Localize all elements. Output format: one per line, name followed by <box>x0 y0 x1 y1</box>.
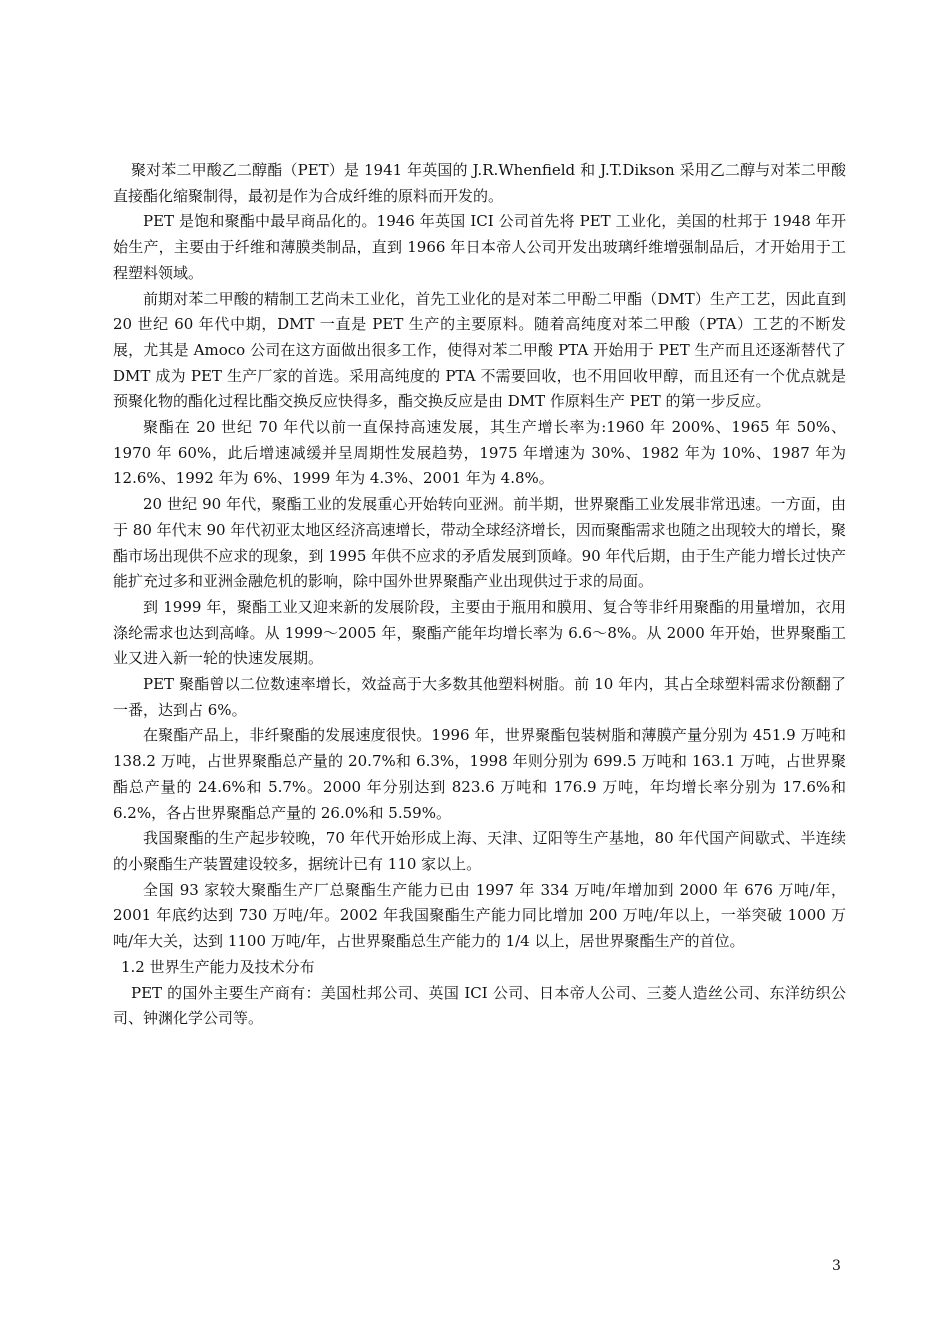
page-number: 3 <box>832 1258 841 1274</box>
paragraph-growth-rates: 聚酯在 20 世纪 70 年代以前一直保持高速发展，其生产增长率为:1960 年 200%、1965 年 50%、1970 年 60%，此后增速减缓并呈周期性发展趋势，1975 年增速为 30%、1982 年为 10%、1987 年为 12.6%、1992 年为 6%、1999 年为 4.3%、2001 年为 4.8%。 <box>113 418 846 488</box>
paragraph-pet-commercialization: PET 是饱和聚酯中最早商品化的。1946 年英国 ICI 公司首先将 PET 工业化，美国的杜邦于 1948 年开始生产，主要由于纤维和薄膜类制品，直到 1966 年日本帝人公司开发出玻璃纤维增强制品后，才开始用于工程塑料领域。 <box>113 212 846 282</box>
body-text <box>113 158 846 1032</box>
paragraph-china-capacity: 全国 93 家较大聚酯生产厂总聚酯生产能力已由 1997 年 334 万吨/年增加到 2000 年 676 万吨/年，2001 年底约达到 730 万吨/年。2002 年我国聚酯生产能力同比增加 200 万吨/年以上，一举突破 1000 万吨/年大关，达到 1100 万吨/年，占世界聚酯总生产能力的 1/4 以上，居世界聚酯生产的首位。 <box>113 880 846 951</box>
paragraph-1990s-asia: 20 世纪 90 年代，聚酯工业的发展重心开始转向亚洲。前半期，世界聚酯工业发展非常迅速。一方面，由于 80 年代末 90 年代初亚太地区经济高速增长，带动全球经济增长，因而聚酯需求也随之出现较大的增长，聚酯市场出现供不应求的现象，到 1995 年供不应求的矛盾发展到顶峰。90 年代后期，由于生产能力增长过快产能扩充过多和亚洲金融危机的影响，除中国外世界聚酯产业出现供过于求的局面。 <box>113 495 846 591</box>
paragraph-pet-growth: PET 聚酯曾以二位数速率增长，效益高于大多数其他塑料树脂。前 10 年内，其占全球塑料需求份额翻了一番，达到占 6%。 <box>113 675 846 719</box>
paragraph-1999-new-stage: 到 1999 年，聚酯工业又迎来新的发展阶段，主要由于瓶用和膜用、复合等非纤用聚酯的用量增加，衣用涤纶需求也达到高峰。从 1999～2005 年，聚酯产能年均增长率为 6.6～8%。从 2000 年开始，世界聚酯工业又进入新一轮的快速发展期。 <box>113 597 846 668</box>
paragraph-producers: PET 的国外主要生产商有：美国杜邦公司、英国 ICI 公司、日本帝人公司、三菱人造丝公司、东洋纺织公司、钟渊化学公司等。 <box>113 983 846 1028</box>
paragraph-non-fiber-polyester: 在聚酯产品上，非纤聚酯的发展速度很快。1996 年，世界聚酯包装树脂和薄膜产量分别为 451.9 万吨和 138.2 万吨，占世界聚酯总产量的 20.7%和 6.3%，1998 年则分别为 699.5 万吨和 163.1 万吨，占世界聚酯总产量的 24.6%和 5.7%。2000 年分别达到 823.6 万吨和 176.9 万吨，年均增长率分别为 17.6%和 6.2%，各占世界聚酯总产量的 26.0%和 5.59%。 <box>113 726 846 822</box>
section-heading: 1.2 世界生产能力及技术分布 <box>121 957 315 976</box>
paragraph-china-start: 我国聚酯的生产起步较晚，70 年代开始形成上海、天津、辽阳等生产基地，80 年代国产间歇式、半连续的小聚酯生产装置建设较多，据统计已有 110 家以上。 <box>113 829 846 873</box>
paragraph-pet-origin: 聚对苯二甲酸乙二醇酯（PET）是 1941 年英国的 J.R.Whenfield 和 J.T.Dikson 采用乙二醇与对苯二甲酸直接酯化缩聚制得，最初是作为合成纤维的原料而开发的。 <box>113 161 846 205</box>
paragraph-dmt-pta: 前期对苯二甲酸的精制工艺尚未工业化，首先工业化的是对苯二甲酚二甲酯（DMT）生产工艺，因此直到 20 世纪 60 年代中期，DMT 一直是 PET 生产的主要原料。随着高纯度对苯二甲酸（PTA）工艺的不断发展，尤其是 Amoco 公司在这方面做出很多工作，使得对苯二甲酸 PTA 开始用于 PET 生产而且还逐渐替代了 DMT 成为 PET 生产厂家的首选。采用高纯度的 PTA 不需要回收，也不用回收甲醇，而且还有一个优点就是预聚化物的酯化过程比酯交换反应快得多，酯交换反应是由 DMT 作原料生产 PET 的第一步反应。 <box>113 289 846 411</box>
